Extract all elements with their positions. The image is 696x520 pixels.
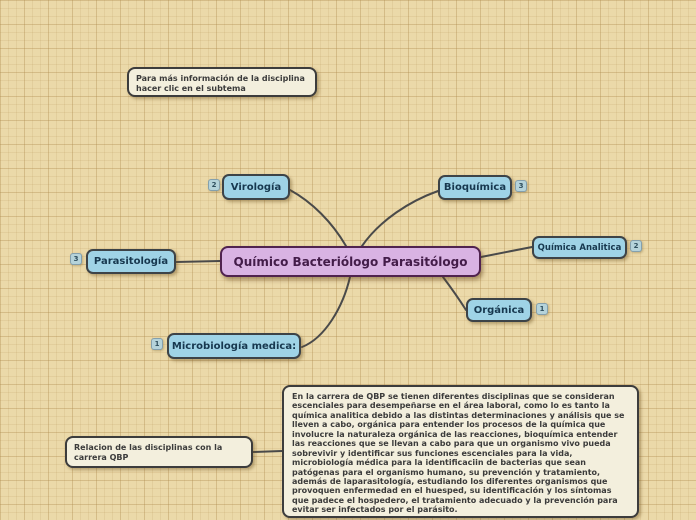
badge-organica-count[interactable]: 1 — [536, 303, 548, 315]
connector-organica — [443, 277, 466, 310]
connector-bioquimica — [362, 191, 438, 246]
hint-note[interactable]: Para más información de la disciplina hacer clic en el subtema — [127, 67, 317, 97]
connector-virologia — [290, 190, 346, 246]
connector-relation-note — [253, 451, 282, 452]
connector-parasitologia — [176, 261, 220, 262]
topic-virologia[interactable]: Virología — [222, 174, 290, 200]
badge-microbiologia-count[interactable]: 1 — [151, 338, 163, 350]
topic-quimica-analitica[interactable]: Química Analitica — [532, 236, 627, 259]
topic-microbiologia-medica[interactable]: Microbiología medica: — [167, 333, 301, 359]
relation-note[interactable]: Relacion de las disciplinas con la carrera QBP — [65, 436, 253, 468]
badge-bioquimica-count[interactable]: 3 — [515, 180, 527, 192]
topic-parasitologia[interactable]: Parasitología — [86, 249, 176, 274]
topic-bioquimica[interactable]: Bioquímica — [438, 175, 512, 200]
connector-microbiologia — [302, 277, 350, 347]
description-note[interactable]: En la carrera de QBP se tienen diferentes disciplinas que se consideran escenciales para desempeñarse en el área laboral, como lo es tanto la química analitica debido a las distintas determinaciones y análisis que se lleven a cabo, orgánica para entender los procesos de la química que involucre la naturaleza orgánica de las reacciones, bioquímica entender las reacciones que se llevan a cabo para que un organismo vivo pueda sobrevivir y identificar sus funciones escenciales para la vida, microbiología médica para la identificaciin de bacterias que sean patógenas para el organismo humano, su prevención y tratamiento, además de laparasitología, estudiando los diferentes organismos que provoquen enfermedad en el huesped, su identificación y los síntomas que padece el hospedero, el tratamiento adecuado y la prevención para evitar ser infectados por el parásito. — [282, 385, 639, 518]
badge-parasitologia-count[interactable]: 3 — [70, 253, 82, 265]
central-topic[interactable]: Químico Bacteriólogo Parasitólogo — [220, 246, 481, 277]
topic-organica[interactable]: Orgánica — [466, 298, 532, 322]
badge-virologia-count[interactable]: 2 — [208, 179, 220, 191]
connector-quimica-analitica — [481, 247, 532, 257]
badge-quimica-analitica-count[interactable]: 2 — [630, 240, 642, 252]
